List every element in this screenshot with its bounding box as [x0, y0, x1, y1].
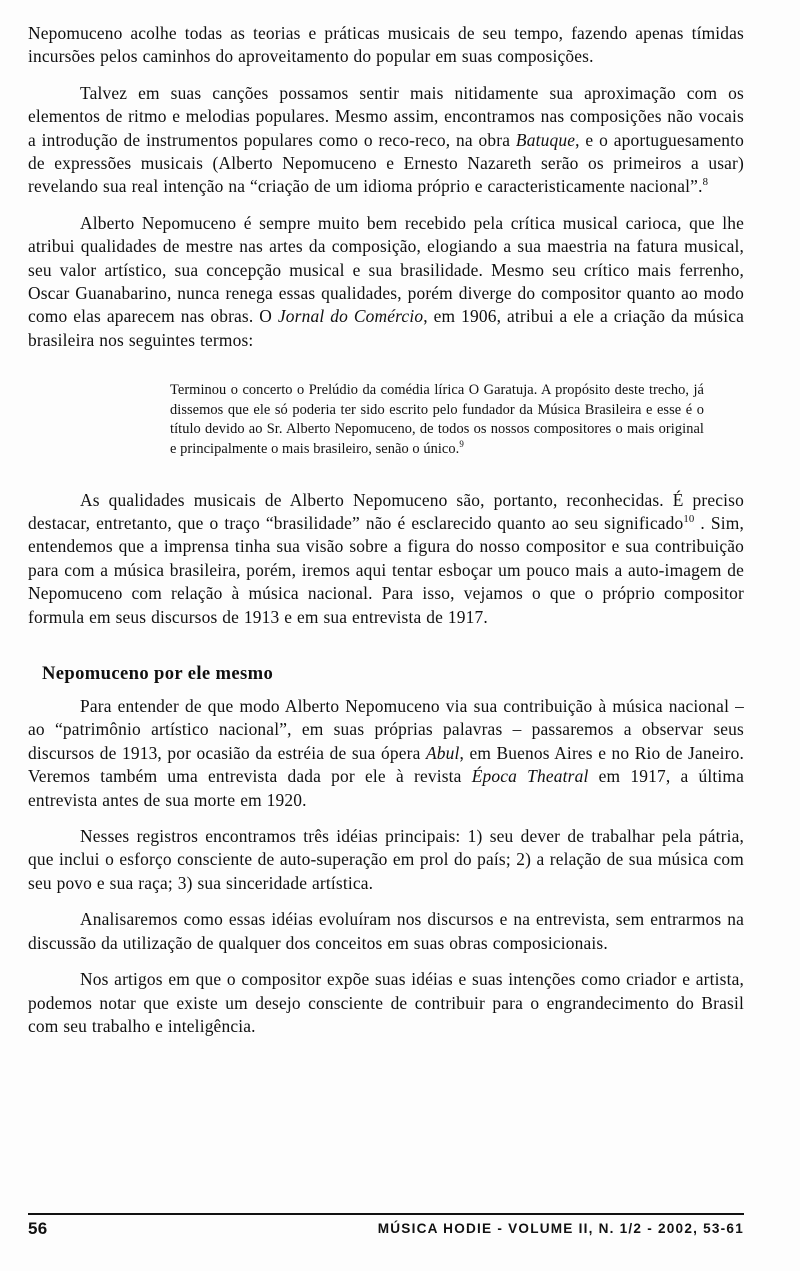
page-number: 56 — [28, 1219, 48, 1238]
paragraph-1: Nepomuceno acolhe todas as teorias e práticas musicais de seu tempo, fazendo apenas tímidas incursões pelos caminhos do aproveitamento do popular em suas composições. — [28, 23, 744, 67]
running-title: MÚSICA HODIE - VOLUME II, N. 1/2 - 2002, 53-61 — [377, 1221, 744, 1236]
text-run: Alberto Nepomuceno é sempre muito bem recebido pela crítica musical carioca, que lhe atribui qualidades de mestre nas artes da composição, elogiando a sua maestria na fatura musical, seu valor artístico, sua concepção musical e sua brasilidade. Mesmo seu crítico mais ferrenho, Oscar Guanabarino, nunca renega essas qualidades, porém diverge do compositor quanto ao modo como elas aparecem nas obras. O — [28, 212, 744, 327]
title-abul: Abul — [425, 742, 460, 763]
text-run: em 1917, a última entrevista antes de sua morte em 1920. — [28, 766, 745, 810]
page-footer — [28, 1213, 744, 1247]
title-jornal-do-comercio: Jornal do Comércio — [277, 306, 424, 327]
text-run: , em Buenos Aires e no Rio de Janeiro. Veremos também uma entrevista dada por ele à revista — [28, 742, 744, 787]
paragraph-8: Nos artigos em que o compositor expõe suas idéias e suas intenções como criador e artista, podemos notar que existe um desejo consciente de contribuir para o engrandecimento do Brasil com seu trabalho e inteligência. — [28, 969, 744, 1036]
paragraph-6: Nesses registros encontramos três idéias principais: 1) seu dever de trabalhar pela pátria, que inclui o esforço consciente de auto-superação em prol do país; 2) a relação de sua música com seu povo e sua raça; 3) sua sinceridade artística. — [28, 826, 744, 893]
footnote-ref-8: 8 — [702, 176, 709, 189]
paragraph-5 — [28, 695, 744, 812]
footer-divider — [28, 1213, 744, 1215]
paragraph-4 — [28, 489, 744, 629]
paragraph-3 — [28, 212, 744, 352]
text-run: , em 1906, atribui a ele a criação da música brasileira nos seguintes termos: — [28, 306, 745, 350]
text-run: Talvez em suas canções possamos sentir mais nitidamente sua aproximação com os elementos de ritmo e melodias populares. Mesmo assim, encontramos nas composições não vocais a introdução de instrumentos populares como o reco-reco, na obra — [28, 82, 744, 150]
text-run: . Sim, entendemos que a imprensa tinha sua visão sobre a figura do nosso compositor e sua contribuição para com a música brasileira, porém, iremos aqui tentar esboçar um pouco mais a auto-imagem de Nepomuceno com relação à música nacional. Para isso, vejamos o que o próprio compositor formula em seus discursos de 1913 e em sua entrevista de 1917. — [28, 513, 744, 627]
text-run: Para entender de que modo Alberto Nepomuceno via sua contribuição à música nacional – ao “patrimônio artístico nacional”, em suas próprias palavras – passaremos a observar seus discursos de 1913, por ocasião da estréia de sua ópera — [28, 696, 744, 763]
section-heading: Nepomuceno por ele mesmo — [42, 663, 274, 685]
title-epoca-theatral: Época Theatral — [471, 766, 589, 787]
footnote-ref-10: 10 — [683, 513, 695, 526]
paragraph-2 — [28, 82, 744, 199]
quote-text: Terminou o concerto o Prelúdio da comédia lírica O Garatuja. A propósito deste trecho, já dissemos que ele só poderia ter sido escrito pelo fundador da Música Brasileira e esse é o título devido ao Sr. Alberto Nepomuceno, de todos os nossos compositores o mais original e principalmente o mais brasileiro, senão o único. — [170, 382, 704, 458]
title-batuque: Batuque — [515, 129, 576, 150]
footnote-ref-9: 9 — [459, 439, 464, 450]
text-run: , e o aportuguesamento de expressões musicais (Alberto Nepomuceno e Ernesto Nazareth serão os primeiros a usar) revelando sua real intenção na “criação de um idioma próprio e caracteristicamente nacional”. — [28, 129, 744, 197]
paragraph-7: Analisaremos como essas idéias evoluíram nos discursos e na entrevista, sem entrarmos na discussão da utilização de qualquer dos conceitos em suas obras composicionais. — [28, 909, 744, 953]
blockquote — [170, 381, 704, 459]
text-run: As qualidades musicais de Alberto Nepomuceno são, portanto, reconhecidas. É preciso destacar, entretanto, que o traço “brasilidade” não é esclarecido quanto ao seu significado — [28, 489, 744, 533]
